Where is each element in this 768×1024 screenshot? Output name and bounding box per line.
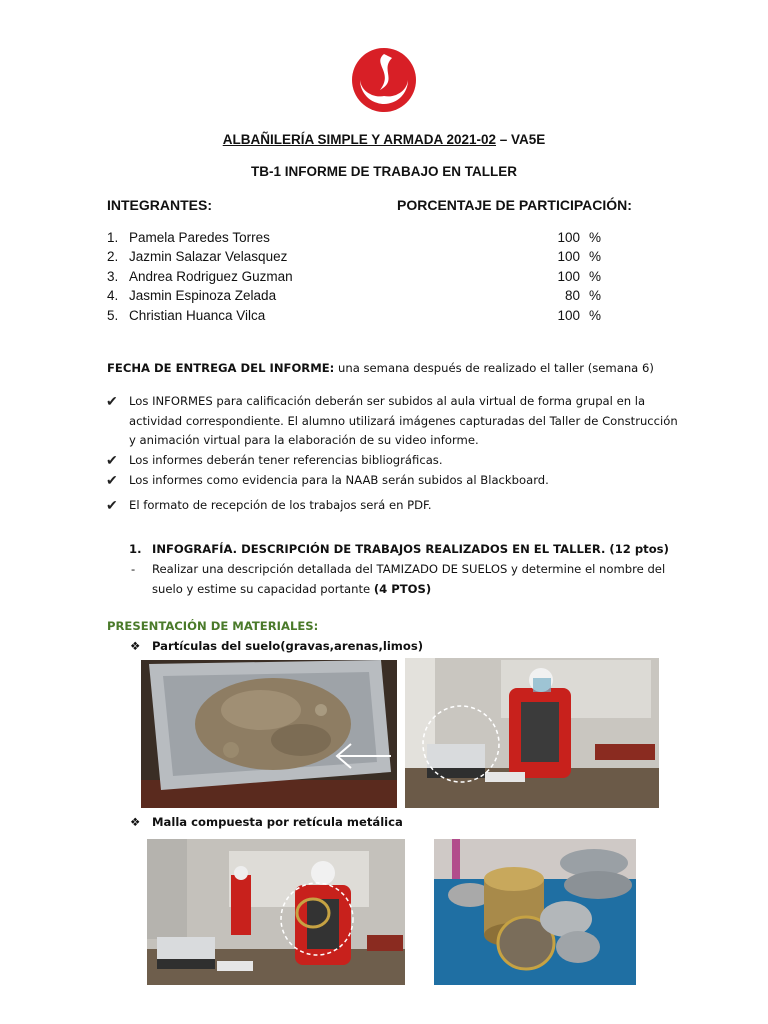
member-percentage: 100 bbox=[557, 249, 580, 264]
member-name: Jazmin Salazar Velasquez bbox=[129, 249, 288, 264]
section-description bbox=[152, 560, 665, 599]
course-title: ALBAÑILERÍA SIMPLE Y ARMADA 2021-02 – VA5E bbox=[222, 132, 546, 147]
members-heading: INTEGRANTES: bbox=[107, 197, 212, 213]
bullet-line: y animación virtual para la elaboración de su video informe. bbox=[129, 433, 479, 448]
member-percentage: 100 bbox=[557, 269, 580, 284]
member-name: Jasmin Espinoza Zelada bbox=[129, 288, 277, 303]
bullet-item: Los informes como evidencia para la NAAB serán subidos al Blackboard. bbox=[129, 473, 549, 487]
due-date-line bbox=[107, 359, 654, 379]
bullet-item: El formato de recepción de los trabajos será en PDF. bbox=[129, 498, 432, 512]
member-name: Andrea Rodriguez Guzman bbox=[129, 269, 293, 284]
material-item: Malla compuesta por retícula metálica bbox=[152, 815, 403, 829]
diamond-bullet-icon: ❖ bbox=[130, 815, 141, 829]
percent-symbol: % bbox=[589, 288, 602, 303]
bullet-line: actividad correspondiente. El alumno utilizará imágenes capturadas del Taller de Construcción bbox=[129, 413, 678, 428]
check-icon: ✔ bbox=[106, 497, 118, 513]
member-name: Christian Huanca Vilca bbox=[129, 308, 266, 323]
description-line: suelo y estime su capacidad portante (4 PTOS) bbox=[152, 581, 432, 596]
check-icon: ✔ bbox=[106, 393, 118, 409]
soil-tray-photo bbox=[141, 660, 397, 808]
bullet-item bbox=[129, 392, 678, 451]
material-item: Partículas del suelo(gravas,arenas,limos) bbox=[152, 639, 424, 653]
materials-heading: PRESENTACIÓN DE MATERIALES: bbox=[107, 619, 319, 633]
member-number: 2. bbox=[107, 249, 119, 264]
diamond-bullet-icon: ❖ bbox=[130, 639, 141, 653]
section-title: INFOGRAFÍA. DESCRIPCIÓN DE TRABAJOS REALIZADOS EN EL TALLER. (12 ptos) bbox=[152, 542, 669, 556]
participation-heading: PORCENTAJE DE PARTICIPACIÓN: bbox=[397, 197, 632, 213]
member-row bbox=[107, 249, 287, 264]
due-date-label: FECHA DE ENTREGA DEL INFORME: bbox=[107, 361, 335, 375]
university-logo bbox=[350, 46, 418, 114]
due-date-text: una semana después de realizado el taller (semana 6) bbox=[334, 361, 654, 375]
member-row bbox=[107, 308, 265, 323]
member-percentage: 100 bbox=[557, 230, 580, 245]
member-percentage: 80 bbox=[564, 288, 580, 303]
check-icon: ✔ bbox=[106, 472, 118, 488]
description-line: Realizar una descripción detallada del TAMIZADO DE SUELOS y determine el nombre del bbox=[152, 562, 666, 576]
check-icon: ✔ bbox=[106, 452, 118, 468]
percent-symbol: % bbox=[589, 308, 602, 323]
bullet-item: Los informes deberán tener referencias bibliográficas. bbox=[129, 453, 443, 467]
sieves-photo bbox=[434, 839, 636, 985]
member-name: Pamela Paredes Torres bbox=[129, 230, 270, 245]
dash-marker: - bbox=[131, 562, 136, 576]
report-title: TB-1 INFORME DE TRABAJO EN TALLER bbox=[251, 164, 517, 179]
member-percentage: 100 bbox=[557, 308, 580, 323]
member-number: 5. bbox=[107, 308, 119, 323]
bullet-line: Los INFORMES para calificación deberán ser subidos al aula virtual de forma grupal en la bbox=[129, 394, 646, 408]
member-row bbox=[107, 288, 276, 303]
percent-symbol: % bbox=[589, 230, 602, 245]
member-number: 3. bbox=[107, 269, 119, 284]
percent-symbol: % bbox=[589, 269, 602, 284]
workshop-scale-photo bbox=[405, 658, 659, 808]
member-row bbox=[107, 269, 293, 284]
member-row bbox=[107, 230, 270, 245]
percent-symbol: % bbox=[589, 249, 602, 264]
member-number: 4. bbox=[107, 288, 119, 303]
member-number: 1. bbox=[107, 230, 119, 245]
section-number: 1. bbox=[129, 542, 142, 556]
workshop-sieve-photo bbox=[147, 839, 405, 985]
